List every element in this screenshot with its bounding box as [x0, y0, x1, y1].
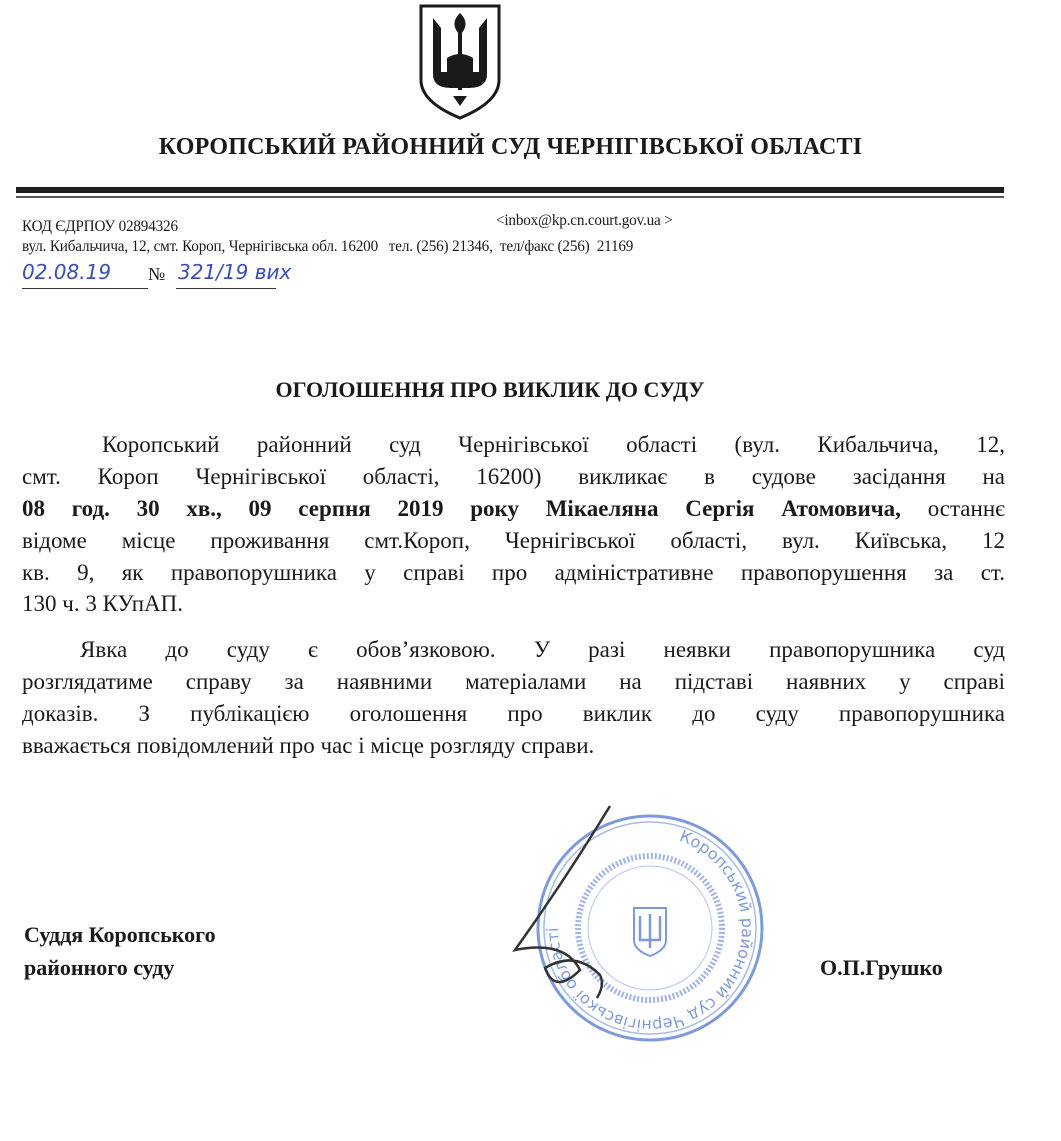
- paragraph-2-line: вважається повідомлений про час і місце розгляду справи.: [22, 733, 595, 758]
- paragraph-1-line: смт. Короп Чернігівської області, 16200) викликає в судове засідання на: [22, 464, 1005, 489]
- svg-text:Коропський районний суд Черніг: Коропський районний суд Чернігівської області: [542, 826, 758, 1036]
- header-divider-thin: [16, 196, 1004, 198]
- court-address: вул. Кибальчича, 12, смт. Короп, Чернігівська обл. 16200 тел. (256) 21346, тел/факс (256) 21169: [22, 238, 634, 255]
- header-divider-thick: [16, 187, 1004, 193]
- paragraph-1-line: відоме місце проживання смт.Короп, Чернігівської області, вул. Київська, 12: [22, 528, 1005, 553]
- line-text: останнє: [900, 496, 1006, 521]
- paragraph-2-line: розглядатиме справу за наявними матеріалами на підставі наявних у справі: [22, 669, 1005, 694]
- notice-title: ОГОЛОШЕННЯ ПРО ВИКЛИК ДО СУДУ: [275, 377, 705, 402]
- handwritten-date: 02.08.19: [22, 260, 112, 284]
- paragraph-2-line: Явка до суду є обов’язковою. У разі неявки правопорушника суд: [80, 637, 1005, 662]
- paragraph-1-line: кв. 9, як правопорушника у справі про адміністративне правопорушення за ст.: [22, 560, 1005, 585]
- judge-position-line-2: районного суду: [24, 955, 175, 980]
- judge-name: О.П.Грушко: [820, 955, 943, 980]
- paragraph-1-line: Коропський районний суд Чернігівської області (вул. Кибальчича, 12,: [102, 432, 1005, 457]
- paragraph-2-line: доказів. З публікацією оголошення про виклик до суду правопорушника: [22, 701, 1005, 726]
- number-sign: №: [148, 264, 166, 284]
- edrpou-code: КОД ЄДРПОУ 02894326: [22, 218, 178, 235]
- trident-emblem-icon: [415, 2, 505, 125]
- court-name-heading: КОРОПСЬКИЙ РАЙОННИЙ СУД ЧЕРНІГІВСЬКОЇ ОБЛАСТІ: [158, 134, 863, 160]
- handwritten-number: 321/19 вих: [178, 260, 292, 284]
- hearing-time-and-defendant: 08 год. 30 хв., 09 серпня 2019 року Мікаеляна Сергія Атомовича,: [22, 496, 901, 521]
- number-underline: [176, 288, 276, 289]
- judge-signature: [505, 800, 625, 1005]
- paragraph-1-line: [22, 494, 1005, 524]
- court-email: <inbox@kp.cn.court.gov.ua >: [496, 212, 673, 229]
- date-underline: [22, 288, 148, 289]
- paragraph-1-line: 130 ч. 3 КУпАП.: [22, 591, 183, 616]
- judge-position-line-1: Суддя Коропського: [24, 922, 216, 947]
